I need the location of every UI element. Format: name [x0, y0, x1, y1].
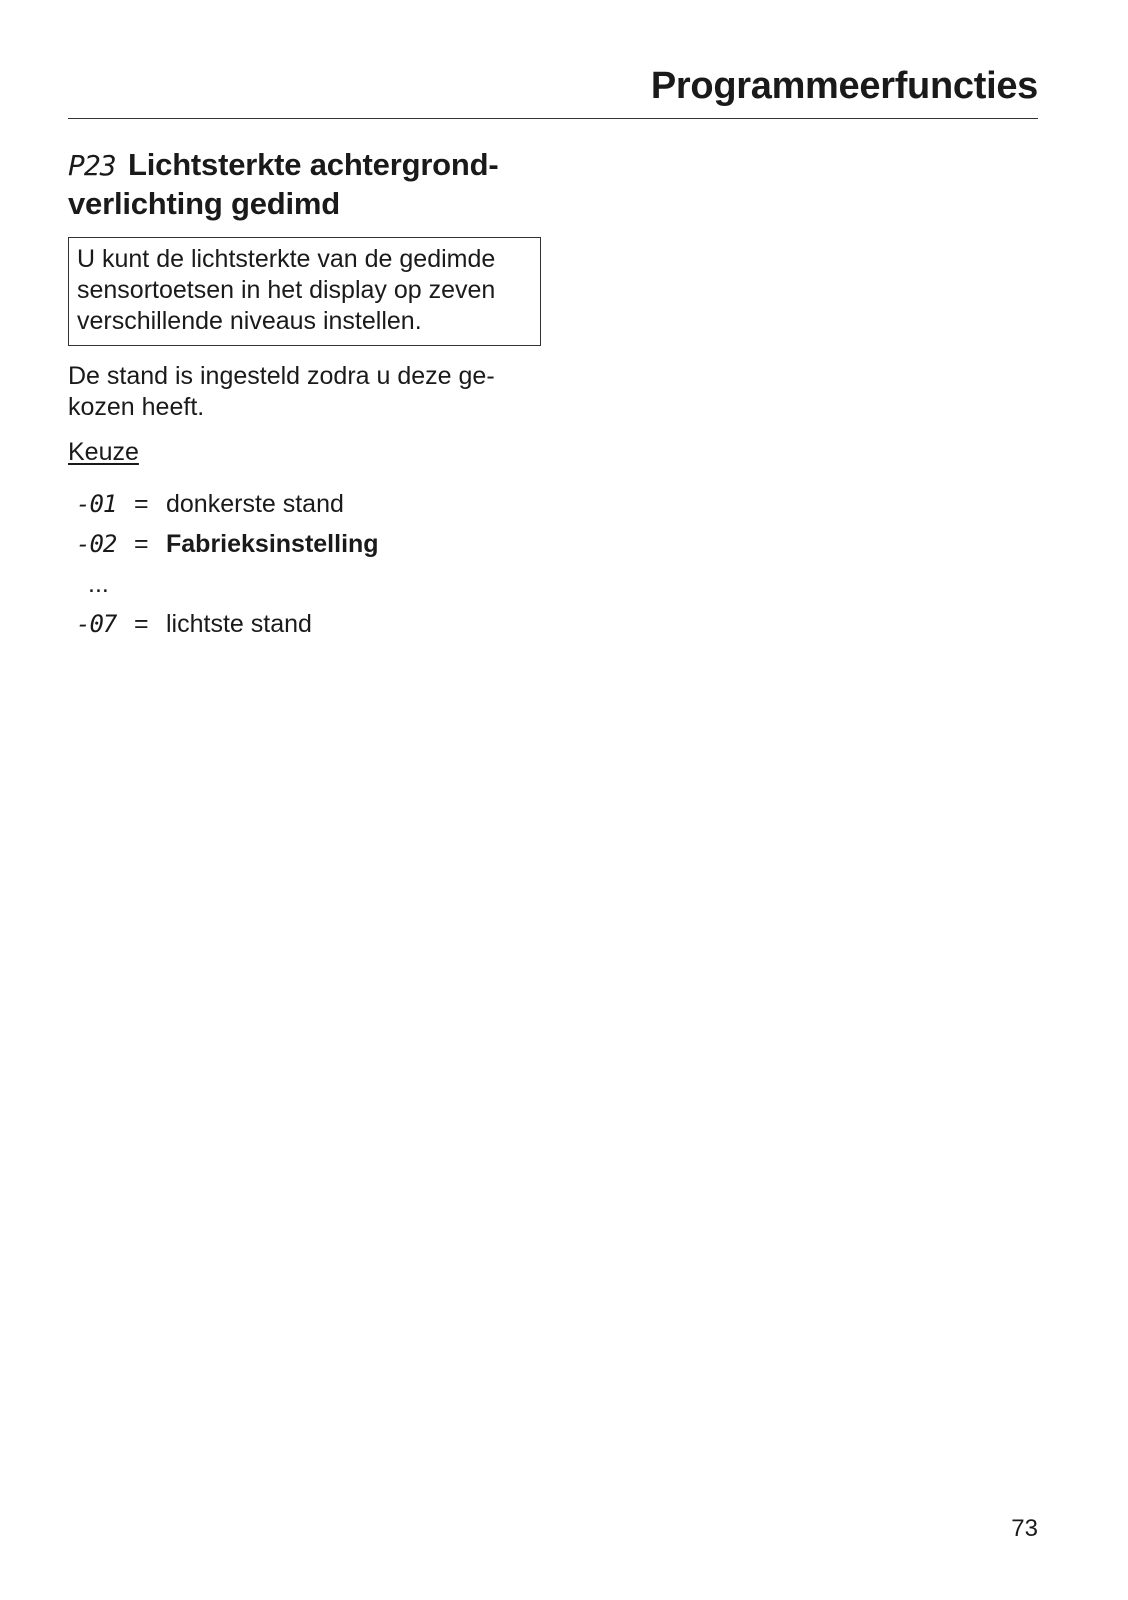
option-description: donkerste stand	[166, 490, 344, 518]
info-box: U kunt de lichtsterkte van de gedimde sensortoetsen in het display op zeven verschillende niveaus instellen.	[68, 237, 541, 346]
option-equals: =	[134, 530, 149, 558]
options-ellipsis: ...	[88, 570, 109, 598]
option-description: lichtste stand	[166, 610, 312, 638]
page-number: 73	[1011, 1515, 1038, 1542]
option-equals: =	[134, 610, 149, 638]
option-row-07	[68, 609, 558, 649]
option-row-01	[68, 489, 558, 529]
option-description-default: Fabrieksinstelling	[166, 530, 379, 558]
section-p23	[68, 146, 558, 649]
section-heading	[68, 146, 558, 223]
page-title: Programmeerfuncties	[650, 65, 1038, 107]
options-list	[68, 489, 558, 649]
option-code: -01	[76, 490, 117, 518]
heading-line-1: Lichtsterkte achtergrond-	[128, 147, 499, 182]
choice-label: Keuze	[68, 438, 139, 466]
option-code: -07	[76, 610, 117, 638]
page-header	[68, 62, 1038, 119]
option-code: -02	[76, 530, 117, 558]
heading-line-2: verlichting gedimd	[68, 186, 340, 221]
description-paragraph: De stand is ingesteld zodra u deze ge-kozen heeft.	[68, 362, 495, 421]
program-code: P23	[68, 149, 116, 182]
option-row-02	[68, 529, 558, 569]
option-equals: =	[134, 490, 149, 518]
